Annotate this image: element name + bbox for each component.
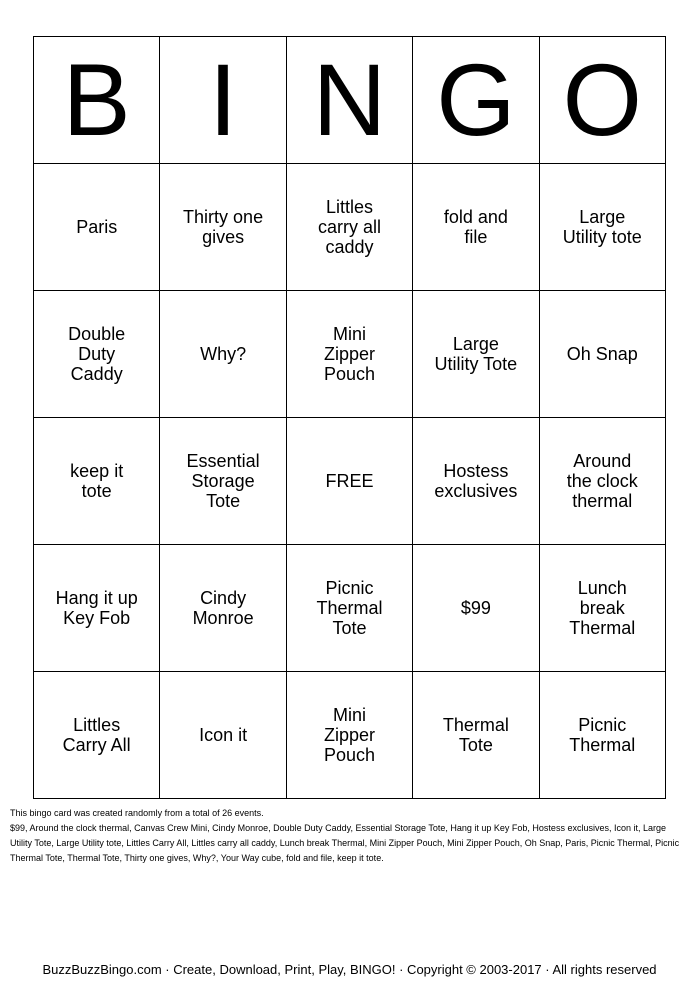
bingo-cell-text: Picnic Thermal (569, 715, 636, 755)
bingo-cell (413, 418, 539, 545)
bingo-cell-text: Littles carry all caddy (317, 197, 381, 257)
header-letter-n: N (286, 37, 412, 164)
bingo-cell-text: Littles Carry All (62, 715, 131, 755)
bingo-cell-text: keep it tote (70, 461, 124, 501)
bingo-cell (160, 418, 286, 545)
bingo-cell-text: Mini Zipper Pouch (323, 705, 375, 765)
footer (0, 962, 699, 978)
bingo-card (33, 36, 666, 799)
card-summary: This bingo card was created randomly from a total of 26 events. (10, 808, 264, 818)
bingo-row-3 (34, 418, 666, 545)
bingo-cell (286, 672, 412, 799)
bingo-cell (539, 418, 665, 545)
free-space-text: FREE (325, 471, 374, 491)
bingo-cell-text: Thirty one gives (183, 207, 264, 247)
events-list: $99, Around the clock thermal, Canvas Crew Mini, Cindy Monroe, Double Duty Caddy, Essential Storage Tote, Hang it up Key Fob, Hostess exclusives, Icon it, Large Utility Tote, Large Utility tote, Littles Carry All, Littles carry all caddy, Lunch break Thermal, Mini Zipper Pouch, Mini Zipper Pouch, Oh Snap, Paris, Picnic Thermal, Picnic Thermal Tote, Thermal Tote, Thirty one gives, Why?, Your Way cube, fold and file, keep it tote. (10, 823, 680, 863)
bingo-cell (34, 545, 160, 672)
bingo-cell (413, 164, 539, 291)
bingo-cell-text: Cindy Monroe (192, 588, 254, 628)
bingo-cell (413, 672, 539, 799)
bingo-cell-text: Around the clock thermal (566, 451, 638, 511)
bingo-cell-text: Lunch break Thermal (569, 578, 636, 638)
bingo-cell (160, 164, 286, 291)
bingo-row-2 (34, 291, 666, 418)
bingo-cell-text: Large Utility Tote (434, 334, 518, 374)
bingo-cell (286, 291, 412, 418)
bingo-cell-text: Icon it (199, 725, 248, 745)
bingo-cell-text: Why? (200, 344, 247, 364)
bingo-row-5 (34, 672, 666, 799)
bingo-cell (539, 164, 665, 291)
bingo-cell-text: Oh Snap (566, 344, 638, 364)
header-letter-o: O (539, 37, 665, 164)
bingo-cell (34, 164, 160, 291)
bingo-header-row (34, 37, 666, 164)
bingo-cell (539, 291, 665, 418)
free-space-cell (286, 418, 412, 545)
bingo-cell-text: Mini Zipper Pouch (323, 324, 375, 384)
bingo-cell-text: fold and file (443, 207, 508, 247)
bingo-cell (160, 672, 286, 799)
bingo-cell-text: Hang it up Key Fob (55, 588, 138, 628)
header-letter-b: B (34, 37, 160, 164)
bingo-cell (160, 545, 286, 672)
bingo-cell-text: $99 (460, 598, 491, 618)
bingo-cell (160, 291, 286, 418)
bingo-cell (34, 418, 160, 545)
bingo-cell (539, 672, 665, 799)
bingo-cell-text: Double Duty Caddy (68, 324, 126, 384)
bingo-cell (34, 672, 160, 799)
bingo-cell (34, 291, 160, 418)
bingo-cell-text: Picnic Thermal Tote (316, 578, 383, 638)
bingo-cell-text: Large Utility tote (562, 207, 642, 247)
bingo-cell-text: Essential Storage Tote (186, 451, 260, 511)
bingo-cell-text: Hostess exclusives (434, 461, 518, 501)
bingo-cell-text: Paris (76, 217, 118, 237)
header-letter-g: G (413, 37, 539, 164)
footer-text: BuzzBuzzBingo.com · Create, Download, Print, Play, BINGO! · Copyright © 2003-2017 · All rights reserved (42, 962, 657, 977)
bingo-cell (413, 291, 539, 418)
bingo-cell (413, 545, 539, 672)
bingo-cell (286, 545, 412, 672)
header-letter-i: I (160, 37, 286, 164)
bingo-row-1 (34, 164, 666, 291)
card-info (10, 806, 688, 866)
bingo-cell (286, 164, 412, 291)
bingo-cell-text: Thermal Tote (442, 715, 509, 755)
bingo-row-4 (34, 545, 666, 672)
bingo-cell (539, 545, 665, 672)
